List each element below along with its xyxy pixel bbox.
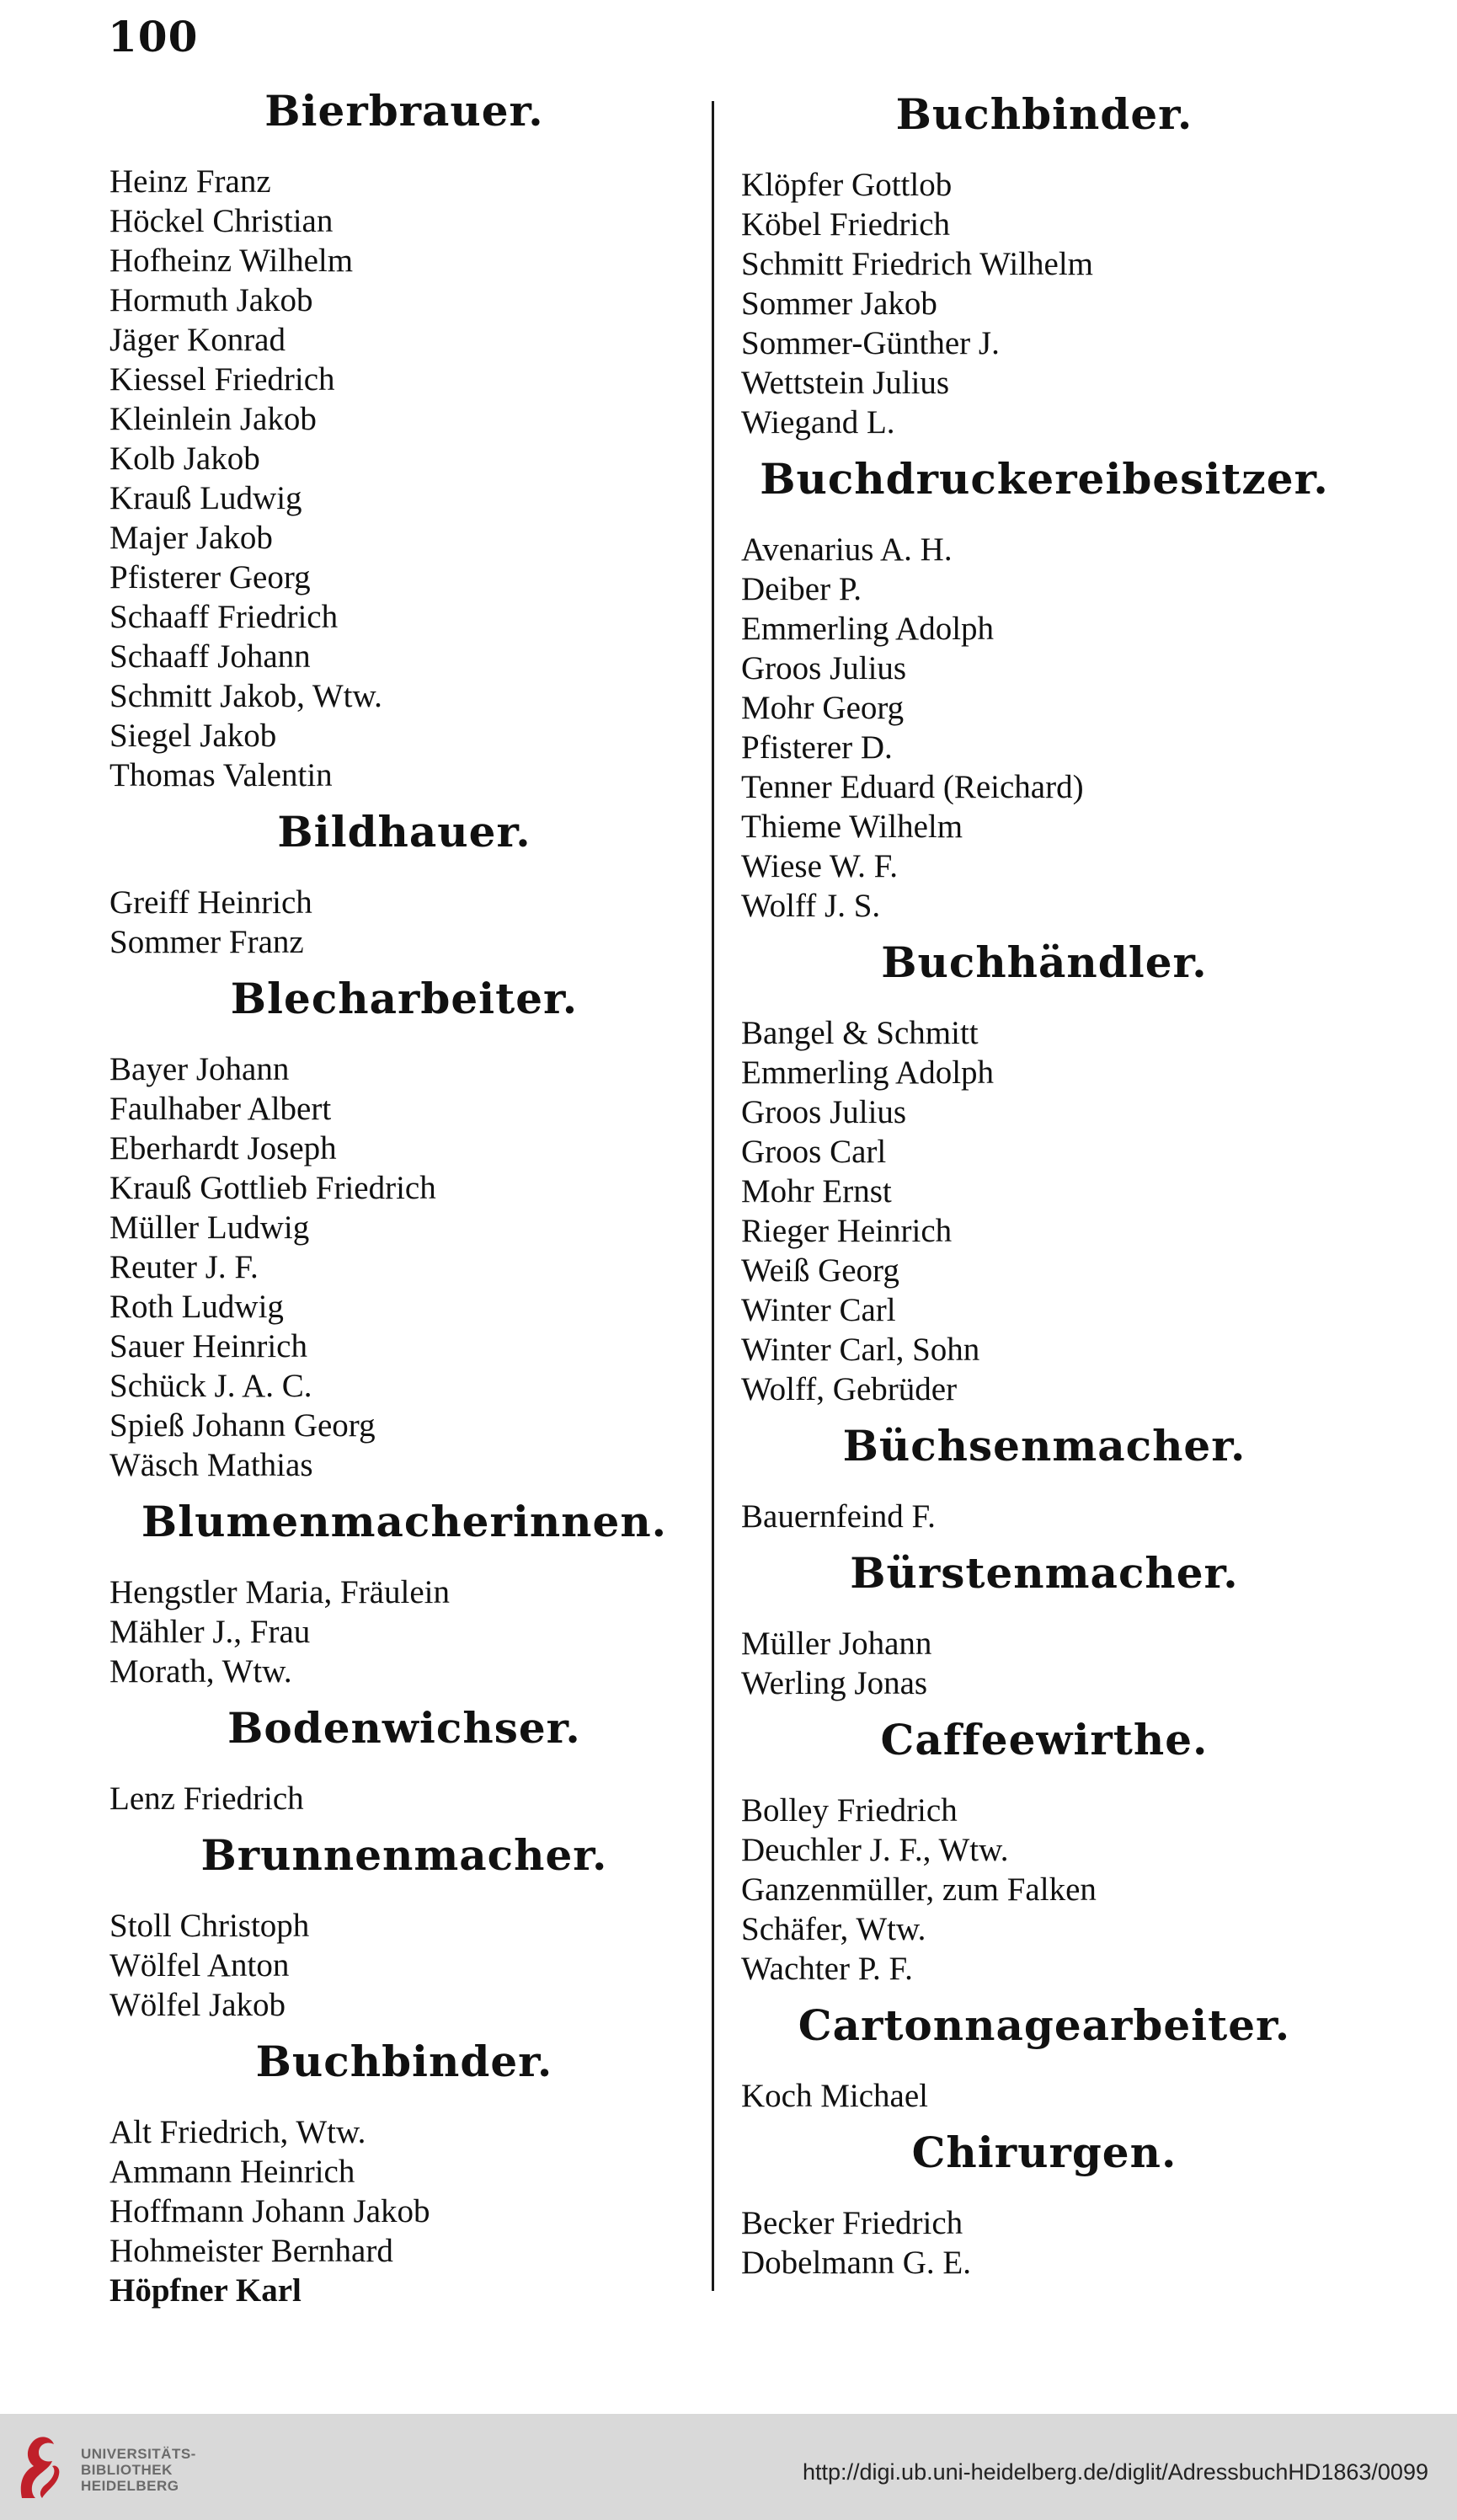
directory-entry: Tenner Eduard (Reichard) xyxy=(741,769,1084,805)
directory-entry: Deuchler J. F., Wtw. xyxy=(741,1832,1009,1868)
directory-entry: Groos Julius xyxy=(741,1094,907,1130)
section-heading: Brunnenmacher. xyxy=(200,1830,608,1880)
directory-entry: Hoffmann Johann Jakob xyxy=(109,2193,430,2229)
directory-entry: Kiessel Friedrich xyxy=(109,361,335,398)
directory-entry: Ammann Heinrich xyxy=(109,2154,355,2190)
section-heading: Bodenwichser. xyxy=(227,1703,581,1753)
directory-entry: Kolb Jakob xyxy=(109,440,260,477)
directory-entry: Greiff Heinrich xyxy=(109,884,312,921)
entry-list xyxy=(741,530,1348,926)
directory-entry: Rieger Heinrich xyxy=(741,1213,953,1249)
directory-entry: Schäfer, Wtw. xyxy=(741,1911,926,1947)
entry-list xyxy=(741,1791,1348,1989)
column-divider xyxy=(712,101,714,2291)
directory-section xyxy=(741,1711,1348,1989)
directory-entry: Wiegand L. xyxy=(741,404,895,440)
directory-entry: Lenz Friedrich xyxy=(109,1781,304,1817)
directory-entry: Sommer Jakob xyxy=(741,286,937,322)
directory-entry: Hormuth Jakob xyxy=(109,282,313,318)
directory-entry: Mohr Ernst xyxy=(741,1173,892,1209)
directory-entry: Groos Julius xyxy=(741,650,907,686)
directory-entry: Emmerling Adolph xyxy=(741,1054,995,1091)
directory-section xyxy=(741,86,1348,442)
directory-section xyxy=(741,451,1348,926)
directory-entry: Weiß Georg xyxy=(741,1252,899,1289)
section-heading: Buchbinder. xyxy=(255,2037,553,2086)
directory-entry: Eberhardt Joseph xyxy=(109,1130,337,1167)
entry-list xyxy=(109,2112,699,2310)
section-heading: Bierbrauer. xyxy=(264,86,544,136)
directory-entry: Höckel Christian xyxy=(109,203,334,239)
directory-entry: Dobelmann G. E. xyxy=(741,2245,971,2281)
directory-entry: Sommer Franz xyxy=(109,924,304,960)
directory-entry: Schaaff Friedrich xyxy=(109,599,339,635)
section-heading: Blecharbeiter. xyxy=(230,974,579,1023)
right-column xyxy=(741,77,1348,2286)
directory-section xyxy=(109,1700,699,1818)
directory-entry: Faulhaber Albert xyxy=(109,1091,332,1127)
entry-list xyxy=(109,1049,699,1485)
directory-entry: Heinz Franz xyxy=(109,163,271,200)
source-url[interactable]: http://digi.ub.uni-heidelberg.de/diglit/AdressbuchHD1863/0099 xyxy=(802,2459,1428,2485)
entry-list xyxy=(109,1779,699,1818)
directory-entry: Pfisterer D. xyxy=(741,729,893,766)
entry-list xyxy=(741,2076,1348,2116)
directory-entry: Wölfel Anton xyxy=(109,1947,290,1983)
section-heading: Caffeewirthe. xyxy=(880,1715,1209,1765)
directory-entry: Deiber P. xyxy=(741,571,862,607)
directory-entry: Bolley Friedrich xyxy=(741,1792,958,1829)
directory-entry: Jäger Konrad xyxy=(109,322,286,358)
directory-entry: Winter Carl xyxy=(741,1292,896,1328)
directory-entry: Mähler J., Frau xyxy=(109,1614,311,1650)
section-heading: Buchhändler. xyxy=(881,937,1208,987)
entry-list xyxy=(741,1013,1348,1409)
directory-entry: Majer Jakob xyxy=(109,520,273,556)
directory-entry: Wachter P. F. xyxy=(741,1951,913,1987)
directory-entry: Avenarius A. H. xyxy=(741,531,953,568)
directory-entry: Wiese W. F. xyxy=(741,848,898,884)
directory-entry: Müller Johann xyxy=(741,1626,932,1662)
section-heading: Blumenmacherinnen. xyxy=(141,1497,668,1546)
directory-entry: Emmerling Adolph xyxy=(741,611,995,647)
directory-section xyxy=(109,1493,699,1691)
directory-entry: Köbel Friedrich xyxy=(741,206,951,243)
directory-entry: Becker Friedrich xyxy=(741,2205,963,2241)
directory-section xyxy=(741,934,1348,1409)
directory-entry: Hofheinz Wilhelm xyxy=(109,243,354,279)
directory-entry: Thomas Valentin xyxy=(109,757,333,793)
entry-list xyxy=(109,1572,699,1691)
directory-entry: Schmitt Jakob, Wtw. xyxy=(109,678,382,714)
directory-entry: Sommer-Günther J. xyxy=(741,325,1000,361)
directory-section xyxy=(741,1418,1348,1536)
directory-entry: Wolff, Gebrüder xyxy=(741,1371,958,1407)
directory-entry: Wettstein Julius xyxy=(741,365,950,401)
entry-list xyxy=(109,1906,699,2025)
directory-section xyxy=(741,1997,1348,2116)
directory-entry: Thieme Wilhelm xyxy=(741,809,963,845)
directory-entry: Spieß Johann Georg xyxy=(109,1407,376,1444)
directory-entry: Schück J. A. C. xyxy=(109,1368,312,1404)
directory-entry: Krauß Ludwig xyxy=(109,480,302,516)
directory-entry: Alt Friedrich, Wtw. xyxy=(109,2114,366,2150)
directory-entry: Krauß Gottlieb Friedrich xyxy=(109,1170,436,1206)
directory-entry: Groos Carl xyxy=(741,1134,887,1170)
section-heading: Buchdruckereibesitzer. xyxy=(760,454,1329,504)
directory-section xyxy=(741,1545,1348,1703)
page-number: 100 xyxy=(108,12,199,61)
directory-section xyxy=(109,1827,699,2025)
directory-entry: Winter Carl, Sohn xyxy=(741,1332,980,1368)
directory-entry: Pfisterer Georg xyxy=(109,559,311,595)
directory-entry: Höpfner Karl xyxy=(109,2272,302,2309)
directory-section xyxy=(109,83,699,795)
directory-entry: Müller Ludwig xyxy=(109,1209,310,1246)
library-logo-icon xyxy=(13,2432,67,2501)
entry-list xyxy=(741,1497,1348,1536)
directory-entry: Morath, Wtw. xyxy=(109,1653,292,1690)
directory-section xyxy=(741,2124,1348,2282)
directory-entry: Roth Ludwig xyxy=(109,1289,284,1325)
directory-entry: Hengstler Maria, Fräulein xyxy=(109,1574,450,1610)
library-name: UNIVERSITÄTS- BIBLIOTHEK HEIDELBERG xyxy=(81,2446,196,2494)
entry-list xyxy=(741,2203,1348,2282)
entry-list xyxy=(109,883,699,962)
directory-entry: Sauer Heinrich xyxy=(109,1328,307,1364)
section-heading: Cartonnagearbeiter. xyxy=(798,2000,1291,2050)
entry-list xyxy=(741,1624,1348,1703)
section-heading: Bürstenmacher. xyxy=(850,1548,1239,1598)
directory-section xyxy=(109,804,699,962)
directory-entry: Reuter J. F. xyxy=(109,1249,259,1285)
directory-section xyxy=(109,970,699,1485)
entry-list xyxy=(109,162,699,795)
directory-entry: Wäsch Mathias xyxy=(109,1447,313,1483)
section-heading: Buchbinder. xyxy=(895,89,1193,139)
directory-entry: Siegel Jakob xyxy=(109,718,277,754)
directory-entry: Wölfel Jakob xyxy=(109,1987,286,2023)
directory-entry: Schmitt Friedrich Wilhelm xyxy=(741,246,1093,282)
directory-entry: Mohr Georg xyxy=(741,690,905,726)
directory-entry: Ganzenmüller, zum Falken xyxy=(741,1871,1097,1908)
directory-entry: Klöpfer Gottlob xyxy=(741,167,953,203)
directory-entry: Koch Michael xyxy=(741,2078,929,2114)
directory-entry: Kleinlein Jakob xyxy=(109,401,317,437)
directory-entry: Stoll Christoph xyxy=(109,1908,310,1944)
directory-section xyxy=(109,2033,699,2310)
left-column xyxy=(109,74,699,2314)
directory-entry: Werling Jonas xyxy=(741,1665,928,1701)
section-heading: Bildhauer. xyxy=(277,807,531,857)
entry-list xyxy=(741,165,1348,442)
section-heading: Büchsenmacher. xyxy=(842,1421,1246,1471)
directory-entry: Schaaff Johann xyxy=(109,638,311,675)
directory-entry: Bayer Johann xyxy=(109,1051,290,1087)
directory-entry: Hohmeister Bernhard xyxy=(109,2233,393,2269)
directory-entry: Bauernfeind F. xyxy=(741,1498,936,1535)
footer-bar xyxy=(0,2414,1457,2520)
section-heading: Chirurgen. xyxy=(911,2128,1177,2177)
directory-entry: Bangel & Schmitt xyxy=(741,1015,979,1051)
directory-entry: Wolff J. S. xyxy=(741,888,881,924)
